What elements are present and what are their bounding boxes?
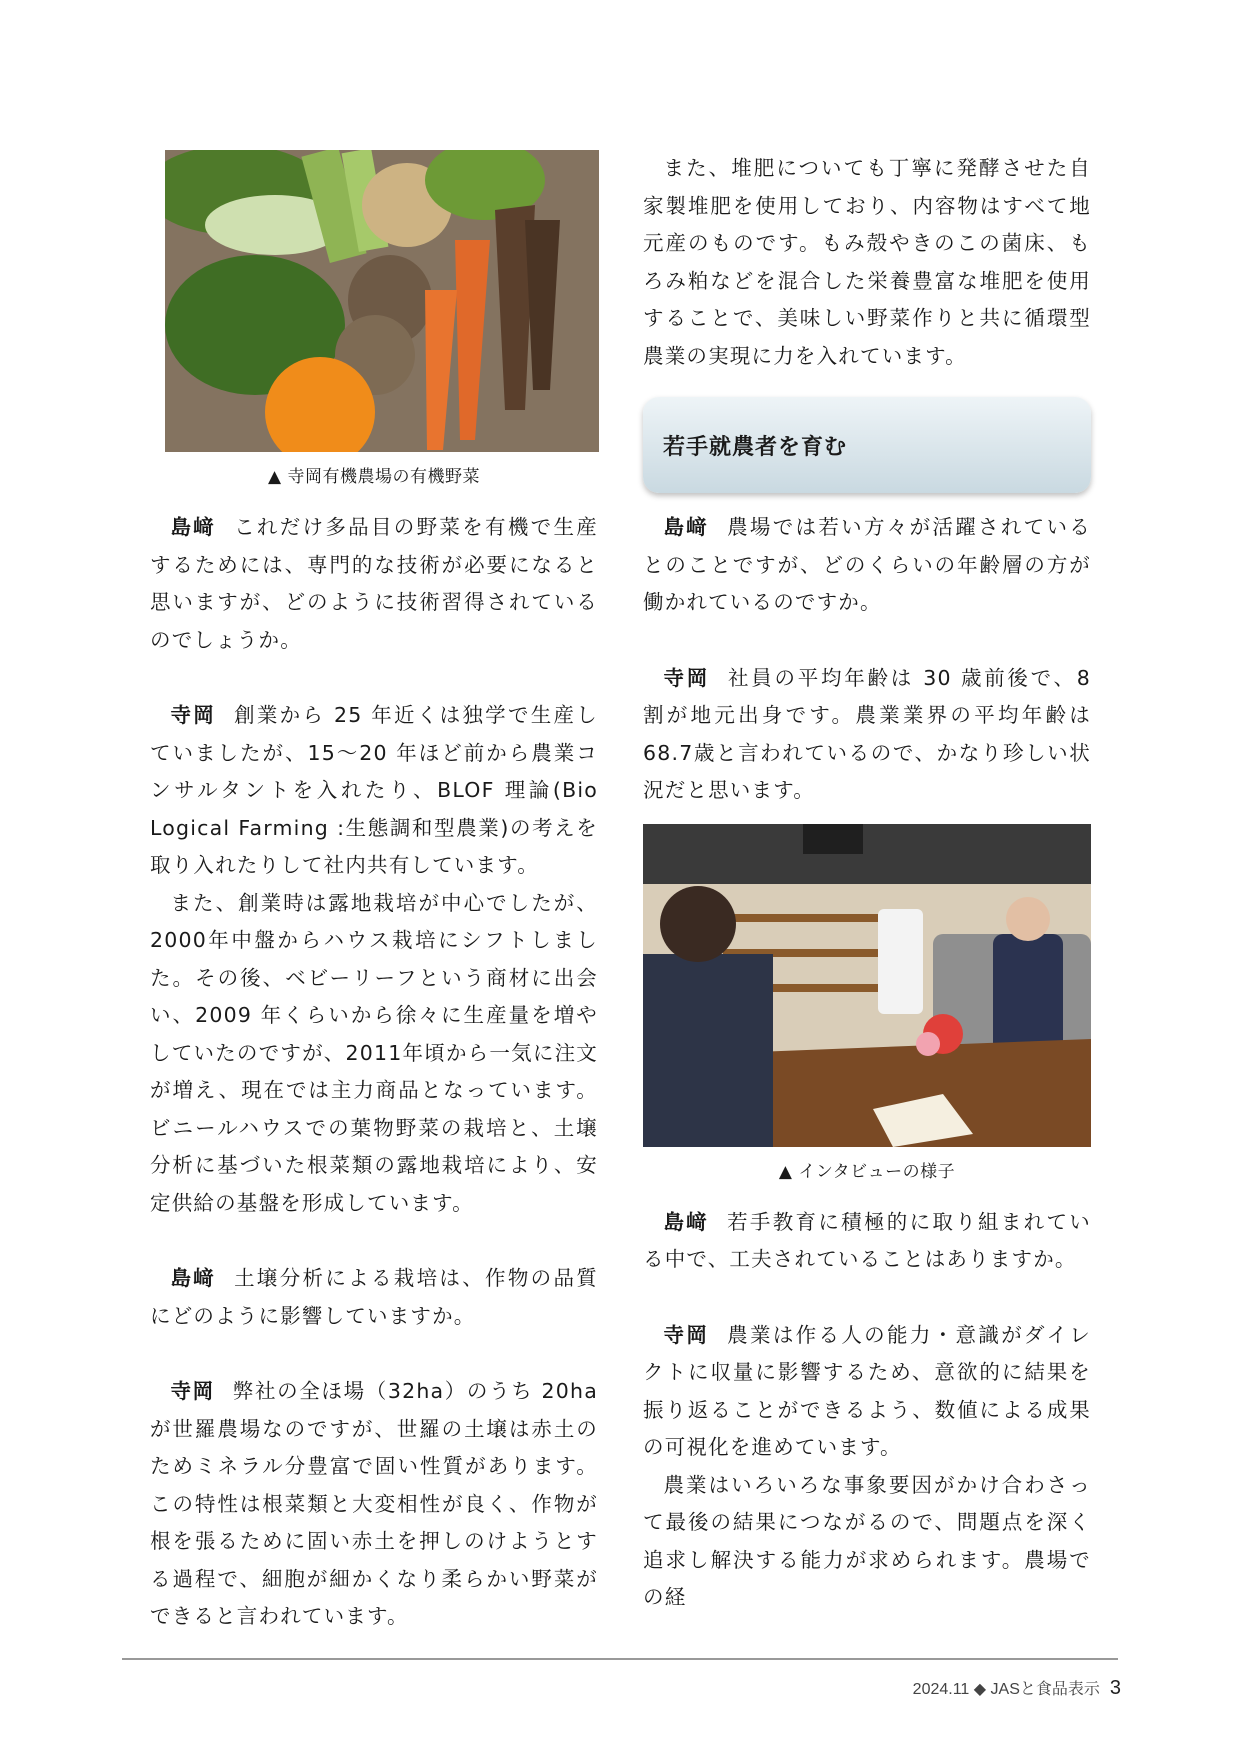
speaker-name: 島﨑 [663, 515, 710, 539]
paragraph [150, 509, 598, 659]
paragraph-text: 農業はいろいろな事象要因がかけ合わさって最後の結果につながるので、問題点を深く追求し解決する能力が求められます。農場での経 [643, 1472, 1091, 1609]
paragraph [150, 885, 598, 1223]
interview-illustration [643, 824, 1091, 1147]
footer-issue: 2024.11 ◆ JASと食品表示 [912, 1681, 1100, 1698]
page-number: 3 [1109, 1677, 1121, 1699]
paragraph-text: 若手教育に積極的に取り組まれている中で、工夫されていることはありますか。 [643, 1209, 1091, 1271]
paragraph [643, 1467, 1091, 1617]
vegetables-photo [165, 150, 599, 452]
paragraph [643, 1204, 1091, 1279]
speaker-name: 寺岡 [663, 1322, 710, 1347]
paragraph [643, 1317, 1091, 1467]
paragraph-text: 弊社の全ほ場（32ha）のうち 20ha が世羅農場なのですが、世羅の土壌は赤土のためミネラル分豊富で固い性質があります。この特性は根菜類と大変相性が良く、作物が根を張るために固い赤土を押しのけようとする過程で、細胞が細かくなり柔らかい野菜ができると言われています。 [150, 1379, 598, 1628]
paragraph-text: また、創業時は露地栽培が中心でしたが、2000年中盤からハウス栽培にシフトしました。その後、ベビーリーフという商材に出会い、2009 年くらいから徐々に生産量を増やしていたのですが、2011年頃から一気に注文が増え、現在では主力商品となっています。ビニールハウスでの葉物野菜の栽培と、土壌分析に基づいた根菜類の露地栽培により、安定供給の基盤を形成しています。 [150, 890, 598, 1215]
photo-caption: ▲ 寺岡有機農場の有機野菜 [268, 467, 480, 487]
photo-caption: ▲ インタビューの様子 [778, 1161, 956, 1182]
section-heading [643, 397, 1091, 493]
right-column [643, 150, 1091, 1617]
footer-divider [122, 1658, 1118, 1660]
paragraph [150, 1260, 598, 1335]
paragraph [643, 660, 1091, 810]
paragraph-text: 創業から 25 年近くは独学で生産していましたが、15〜20 年ほど前から農業コンサルタントを入れたり、BLOF 理論(Bio Logical Farming :生態調和型農業)の考えを取り入れたりして社内共有しています。 [150, 703, 598, 877]
paragraph [150, 697, 598, 885]
paragraph-text: これだけ多品目の野菜を有機で生産するためには、専門的な技術が必要になると思いますが、どのように技術習得されているのでしょうか。 [150, 515, 598, 652]
paragraph-text: 農場では若い方々が活躍されているとのことですが、どのくらいの年齢層の方が働かれているのですか。 [643, 515, 1091, 614]
speaker-name: 島﨑 [170, 515, 217, 539]
paragraph [150, 1373, 598, 1636]
vegetables-illustration [165, 150, 599, 452]
paragraph-text: 社員の平均年齢は 30 歳前後で、8 割が地元出身です。農業業界の平均年齢は 68.7歳と言われているので、かなり珍しい状況だと思います。 [643, 665, 1091, 802]
left-column [150, 150, 598, 1636]
intro-paragraph: また、堆肥についても丁寧に発酵させた自家製堆肥を使用しており、内容物はすべて地元産のものです。もみ殻やきのこの菌床、もろみ粕などを混合した栄養豊富な堆肥を使用することで、美味しい野菜作りと共に循環型農業の実現に力を入れています。 [643, 156, 1091, 368]
paragraph-text: 土壌分析による栽培は、作物の品質にどのように影響していますか。 [150, 1266, 598, 1328]
paragraph [643, 509, 1091, 622]
speaker-name: 寺岡 [663, 665, 710, 690]
interview-photo [643, 824, 1091, 1147]
footer [913, 1676, 1121, 1700]
section-heading-text: 若手就農者を育む [663, 434, 848, 460]
speaker-name: 島﨑 [663, 1209, 710, 1234]
speaker-name: 寺岡 [170, 1379, 215, 1403]
speaker-name: 島﨑 [170, 1266, 217, 1290]
paragraph-text: 農業は作る人の能力・意識がダイレクトに収量に影響するため、意欲的に結果を振り返ることができるよう、数値による成果の可視化を進めています。 [643, 1322, 1091, 1459]
speaker-name: 寺岡 [170, 703, 217, 727]
